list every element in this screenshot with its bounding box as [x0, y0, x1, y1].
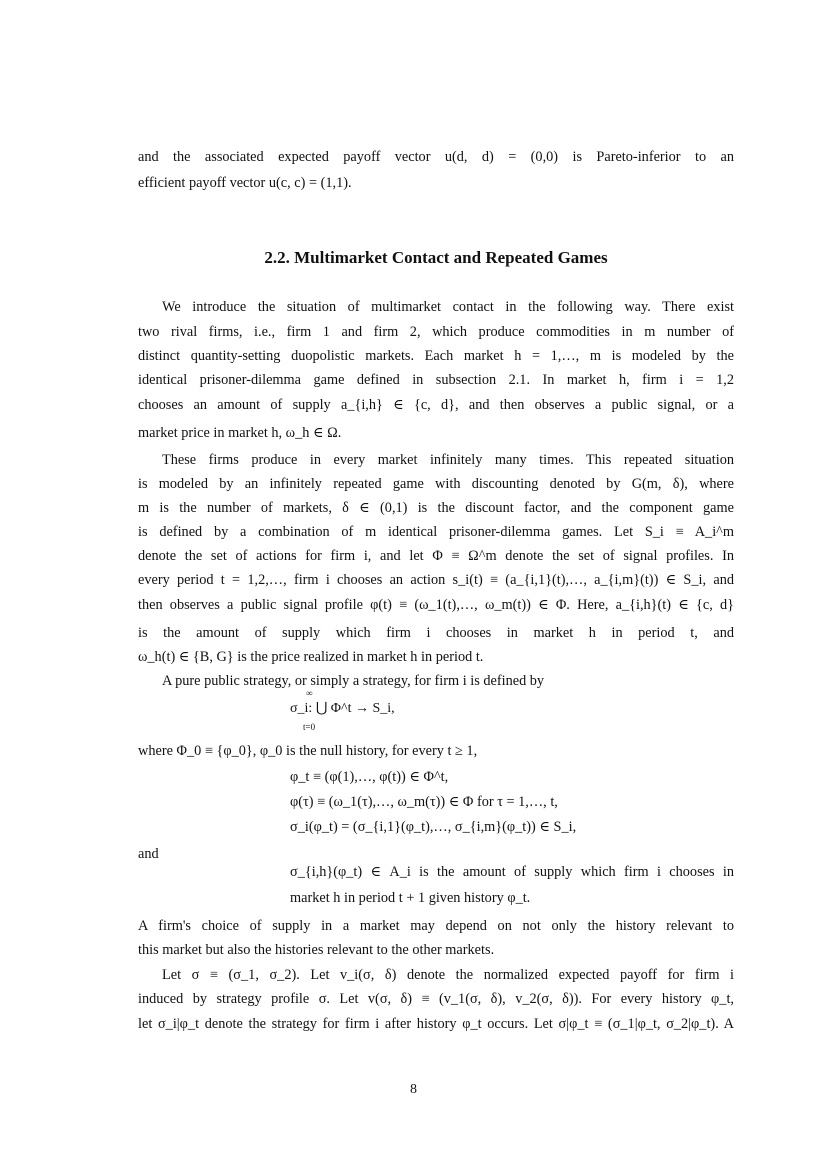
union-lower-limit: t=0 — [303, 722, 316, 732]
text-line: then observes a public signal profile φ(t) ≡ (ω_1(t),…, ω_m(t)) ∈ Φ. Here, a_{i,h}(t) ∈ {c, d} — [138, 597, 734, 613]
text-line: A pure public strategy, or simply a strategy, for firm i is defined by — [162, 673, 545, 689]
text-line: These firms produce in every market infinitely many times. This repeated situation — [162, 452, 734, 468]
text-line: distinct quantity-setting duopolistic markets. Each market h = 1,…, m is modeled by the — [138, 348, 734, 364]
text-line: efficient payoff vector u(c, c) = (1,1). — [138, 175, 352, 191]
equation-line: σ_{i,h}(φ_t) ∈ A_i is the amount of supply which firm i chooses in — [290, 864, 734, 880]
text-line: induced by strategy profile σ. Let v(σ, δ) ≡ (v_1(σ, δ), v_2(σ, δ)). For every history φ_t, — [138, 991, 734, 1007]
text-line: and — [138, 846, 159, 862]
text-line: where Φ_0 ≡ {φ_0}, φ_0 is the null history, for every t ≥ 1, — [138, 743, 478, 759]
text-line: market price in market h, ω_h ∈ Ω. — [138, 425, 342, 441]
strategy-map-equation — [290, 688, 420, 734]
text-line: ω_h(t) ∈ {B, G} is the price realized in market h in period t. — [138, 649, 484, 665]
union-upper-limit: ∞ — [306, 688, 313, 698]
text-line: is modeled by an infinitely repeated game with discounting denoted by G(m, δ), where — [138, 476, 734, 492]
text-line: two rival firms, i.e., firm 1 and firm 2, which produce commodities in m number of — [138, 324, 734, 340]
text-line: A firm's choice of supply in a market may depend on not only the history relevant to — [138, 918, 734, 934]
text-line: denote the set of actions for firm i, and let Φ ≡ Ω^m denote the set of signal profiles. In — [138, 548, 734, 564]
text-line: this market but also the histories relevant to the other markets. — [138, 942, 495, 958]
text-line: let σ_i|φ_t denote the strategy for firm i after history φ_t occurs. Let σ|φ_t ≡ (σ_1|φ_t, σ_2|φ_t). A — [138, 1016, 734, 1032]
equation-line: σ_i(φ_t) = (σ_{i,1}(φ_t),…, σ_{i,m}(φ_t)) ∈ S_i, — [290, 819, 577, 835]
section-heading: 2.2. Multimarket Contact and Repeated Games — [264, 248, 608, 267]
text-line: Let σ ≡ (σ_1, σ_2). Let v_i(σ, δ) denote the normalized expected payoff for firm i — [162, 967, 734, 983]
text-line: m is the number of markets, δ ∈ (0,1) is the discount factor, and the component game — [138, 500, 734, 516]
text-line: every period t = 1,2,…, firm i chooses an action s_i(t) ≡ (a_{i,1}(t),…, a_{i,m}(t)) ∈ S_i, and — [138, 572, 734, 588]
page-number: 8 — [410, 1082, 417, 1097]
text-line: We introduce the situation of multimarket contact in the following way. There exist — [162, 299, 734, 315]
union-expression: σ_i: ⋃ Φ^t → S_i, — [290, 701, 395, 716]
equation-line: φ_t ≡ (φ(1),…, φ(t)) ∈ Φ^t, — [290, 769, 449, 785]
text-line: identical prisoner-dilemma game defined in subsection 2.1. In market h, firm i = 1,2 — [138, 372, 734, 388]
text-line: is defined by a combination of m identical prisoner-dilemma games. Let S_i ≡ A_i^m — [138, 524, 734, 540]
text-line: and the associated expected payoff vector u(d, d) = (0,0) is Pareto-inferior to an — [138, 149, 734, 165]
equation-line: market h in period t + 1 given history φ_t. — [290, 890, 531, 906]
text-line: is the amount of supply which firm i chooses in market h in period t, and — [138, 625, 734, 641]
equation-line: φ(τ) ≡ (ω_1(τ),…, ω_m(τ)) ∈ Φ for τ = 1,…, t, — [290, 794, 558, 810]
text-line: chooses an amount of supply a_{i,h} ∈ {c, d}, and then observes a public signal, or a — [138, 397, 734, 413]
